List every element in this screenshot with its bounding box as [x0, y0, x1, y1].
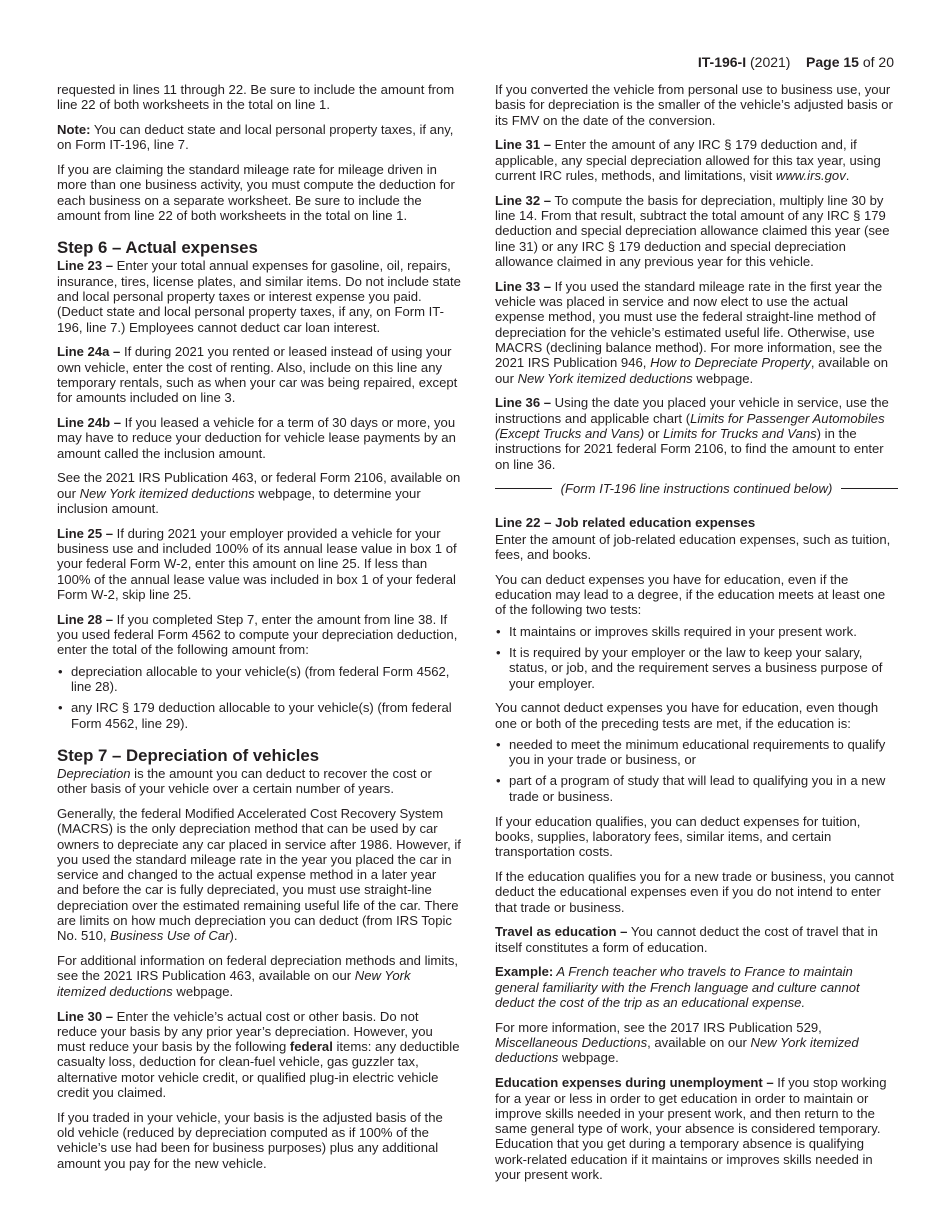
line36-paragraph: Line 36 – Using the date you placed your vehicle in service, use the instructions and applicable chart (Limits for Passenger Automobiles (Except Trucks and Vans) or Limits for Trucks and Vans) in the instructions for 2021 federal Form 2106, to find the amount to enter on line 36. — [495, 395, 889, 472]
page-header — [698, 53, 894, 71]
list-item: • It maintains or improves skills required in your present work. — [495, 624, 898, 639]
line22-heading: Line 22 – Job related education expenses — [495, 514, 756, 530]
divider-rule — [841, 488, 898, 489]
line25-paragraph: Line 25 – If during 2021 your employer provided a vehicle for your business use and included 100% of its annual lease value in box 1 of your federal Form W-2, enter this amount on line 25. If less than 100% of the annual lease value was included in box 1 of your federal Form W-2, skip line 25. — [57, 525, 457, 603]
travel-paragraph: Travel as education – You cannot deduct the cost of travel that in itself constitutes a form of education. — [495, 924, 878, 955]
list-item: • needed to meet the minimum educational requirements to qualify you in your trade or business, or — [495, 737, 898, 768]
line32-paragraph: Line 32 – To compute the basis for depreciation, multiply line 30 by line 14. From that result, subtract the total amount of any IRC § 179 deduction and special depreciation allowance claimed this year (see line 31) or any IRC § 179 deduction and special depreciation allowance claimed in any previous year for this vehicle. — [495, 192, 890, 269]
more-info-paragraph: For more information, see the 2017 IRS Publication 529, Miscellaneous Deductions, available on our New York itemized deductions webpage. — [495, 1019, 859, 1066]
line22-paragraph: Enter the amount of job-related education expenses, such as tuition, fees, and books. — [495, 531, 891, 562]
note-label: Note: — [57, 122, 91, 138]
traded-paragraph: If you traded in your vehicle, your basis is the adjusted basis of the old vehicle (reduced by depreciation computed as if 100% of the vehicle’s use had been for business purposes) plus any additional amount you pay for the new vehicle. — [57, 1109, 443, 1171]
line28-paragraph: Line 28 – If you completed Step 7, enter the amount from line 38. If you used federal Form 4562 to compute your depreciation deduction, enter the total of the following amount from: — [57, 611, 458, 658]
list-item: • depreciation allocable to your vehicle(s) (from federal Form 4562, line 28). — [57, 664, 461, 695]
line33-paragraph: Line 33 – If you used the standard mileage rate in the first year the vehicle was placed in service and now elect to use the actual expense method, you must use the federal straight-line method of depreciation for the vehicle’s estimated useful life. Otherwise, use MACRS (declining balance method). For more information, see the 2021 IRS Publication 946, How to Depreciate Property, available on our New York itemized deductions webpage. — [495, 278, 889, 386]
step6-heading: Step 6 – Actual expenses — [57, 238, 258, 258]
right-column — [495, 82, 898, 1192]
divider-text: (Form IT-196 line instructions continued below) — [560, 481, 833, 497]
mileage-paragraph: If you are claiming the standard mileage rate for mileage driven in more than one business activity, you must compute the deduction for each business on a separate worksheet. Be sure to include the amount from line 22 of both worksheets in the total on line 1. — [57, 162, 455, 224]
continued-divider — [495, 481, 898, 496]
example-paragraph: Example: A French teacher who travels to France to maintain general familiarity with the French language and culture cannot deduct the cost of the trip as an educational expense. — [495, 964, 860, 1011]
qualifies-paragraph: If your education qualifies, you can deduct expenses for tuition, books, supplies, laboratory fees, similar items, and certain transportation costs. — [495, 813, 861, 860]
macrs-paragraph: Generally, the federal Modified Accelerated Cost Recovery System (MACRS) is the only depreciation method that can be used by car owners to depreciate any car placed in service after 1986. However, if you used the standard mileage rate in the year you placed the car in service and changed to the actual expense method in a later year and before the car is fully depreciated, you must use straight-line depreciation over the estimated remaining useful life of the car. There are limits on how much depreciation you can deduct (from IRS Topic No. 510, Business Use of Car). — [57, 805, 461, 944]
additional-info-paragraph: For additional information on federal depreciation methods and limits, see the 2021 IRS Publication 463, available on our New York itemized deductions webpage. — [57, 953, 459, 999]
pub463-paragraph: See the 2021 IRS Publication 463, or federal Form 2106, available on our New York itemized deductions webpage, to determine your inclusion amount. — [57, 470, 461, 517]
step7-heading: Step 7 – Depreciation of vehicles — [57, 745, 320, 765]
form-number: IT-196-I — [697, 54, 747, 70]
list-item: • part of a program of study that will lead to qualifying you in a new trade or business. — [495, 773, 898, 804]
depreciation-paragraph: Depreciation is the amount you can deduct to recover the cost or other basis of your vehicle over a certain number of years. — [57, 765, 432, 797]
divider-rule — [495, 488, 552, 489]
converted-paragraph: If you converted the vehicle from personal use to business use, your basis for depreciation is the smaller of the vehicle’s adjusted basis or its FMV on the date of the conversion. — [495, 82, 893, 128]
continued-paragraph: requested in lines 11 through 22. Be sure to include the amount from line 22 of both worksheets in the total on line 1. — [57, 82, 455, 113]
form-year: (2021) — [750, 54, 791, 70]
unemployment-paragraph: Education expenses during unemployment – If you stop working for a year or less in order to get education in order to maintain or improve skills needed in your present work, and then return to the same general type of work, your absence is considered temporary. Education that you get during a temporary absence is qualifying work-related education if it maintains or improves skills needed in your present work. — [495, 1075, 887, 1183]
list-item: • any IRC § 179 deduction allocable to your vehicle(s) (from federal Form 4562, line 29). — [57, 700, 461, 731]
cannot-deduct-paragraph: You cannot deduct expenses you have for education, even though one or both of the preceding tests are met, if the education is: — [495, 700, 879, 731]
cannot-deduct-list — [495, 737, 898, 804]
can-deduct-paragraph: You can deduct expenses you have for education, even if the education may lead to a degree, if the education meets at least one of the following two tests: — [495, 571, 886, 618]
list-item: • It is required by your employer or the law to keep your salary, status, or job, and the requirement serves a business purpose of your employer. — [495, 645, 898, 691]
line30-paragraph: Line 30 – Enter the vehicle’s actual cost or other basis. Do not reduce your basis by any prior year’s depreciation. However, you must reduce your basis by the following federal items: any deductible casualty loss, deduction for clean-fuel vehicle, gas guzzler tax, alternative motor vehicle credit, or qualified plug-in electric vehicle credit you claimed. — [57, 1008, 460, 1101]
line24b-paragraph: Line 24b – If you leased a vehicle for a term of 30 days or more, you may have to reduce your deduction for vehicle lease payments by an amount called the inclusion amount. — [57, 415, 456, 461]
line28-list — [57, 664, 461, 731]
page-of: of 20 — [862, 54, 894, 70]
line24a-paragraph: Line 24a – If during 2021 you rented or leased instead of using your own vehicle, enter the cost of renting. Also, include on this line any temporary rentals, such as when your car was being repaired, except for amounts included on line 3. — [57, 344, 458, 406]
note-paragraph: Note: You can deduct state and local personal property taxes, if any, on Form IT-196, line 7. — [57, 122, 454, 153]
page-label: Page 15 — [806, 54, 859, 70]
left-column — [57, 82, 461, 1181]
line31-paragraph: Line 31 – Enter the amount of any IRC § 179 deduction and, if applicable, any special depreciation allowed for this tax year, using current IRC rules, methods, and limitations, visit www.irs.gov. — [495, 137, 881, 183]
new-trade-paragraph: If the education qualifies you for a new trade or business, you cannot deduct the educational expenses even if you do not intend to enter that trade or business. — [495, 868, 894, 915]
line23-paragraph: Line 23 – Enter your total annual expenses for gasoline, oil, repairs, insurance, tires, license plates, and similar items. Do not include state and local personal property taxes or interest expense you paid. (Deduct state and local personal property taxes, if any, on Form IT-196, line 7.) Employees cannot deduct car loan interest. — [57, 258, 461, 335]
can-deduct-list — [495, 624, 898, 691]
